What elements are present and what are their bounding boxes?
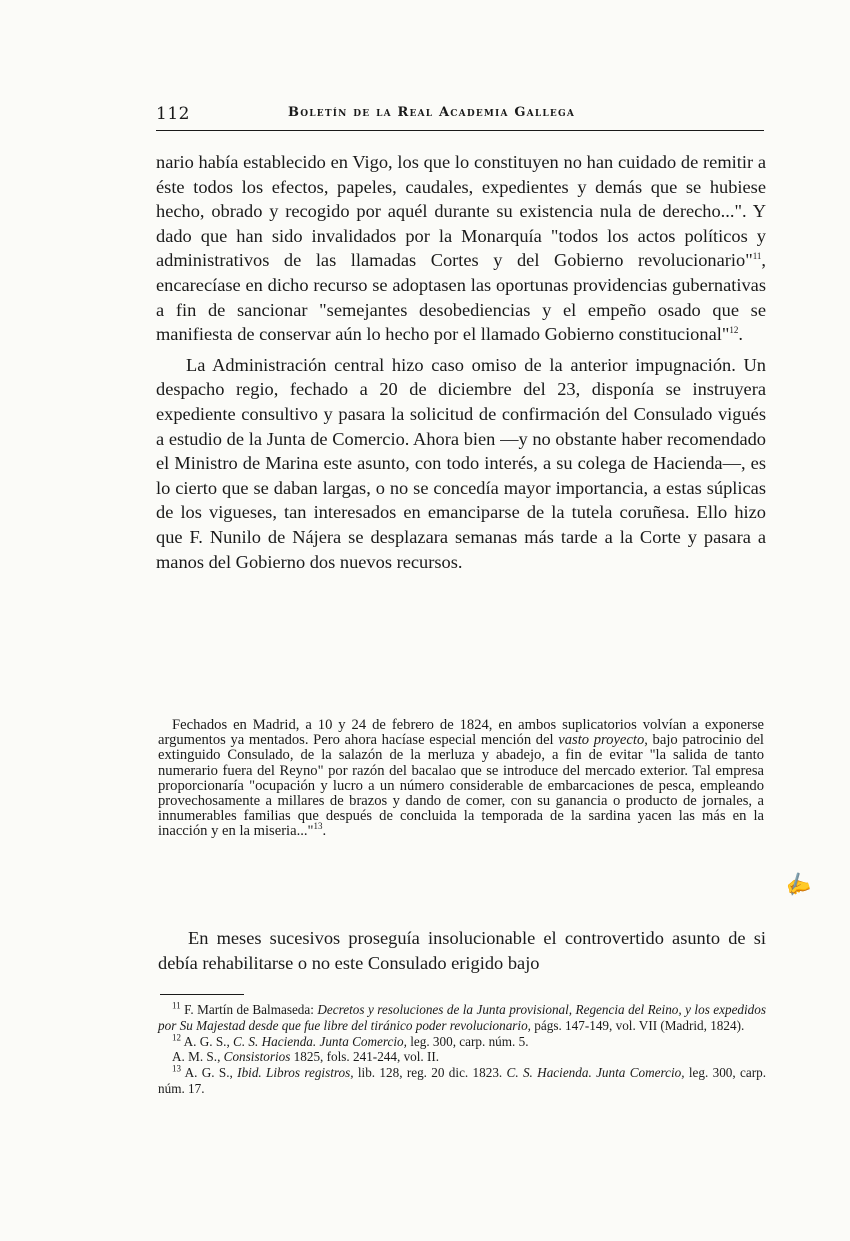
footnote-rule: [160, 994, 244, 995]
footnote-text: A. G. S.,: [183, 1033, 234, 1049]
footnote-text-cont: 1825, fols. 241-244, vol. II.: [290, 1049, 440, 1065]
footnote-text: F. Martín de Balmaseda:: [184, 1002, 318, 1017]
footnote-text-cont: págs. 147-149, vol. VII (Madrid, 1824).: [530, 1017, 745, 1033]
margin-mark-icon: ✍: [781, 868, 814, 900]
quote-italic: vasto proyecto: [558, 732, 645, 749]
footnote-text-cont: lib. 128, reg. 20 dic. 1823.: [353, 1065, 507, 1081]
footnote-text-end: leg. 300, carp. núm. 17.: [158, 1065, 766, 1096]
paragraph-1-text: nario había establecido en Vigo, los que lo constituyen no han cuidado de remitir a éste todos los efectos, papeles, caudales, expedientes y demás que se hubiese hecho, obrado y recogido por aquél durante su existencia nula de derecho...". Y dado que han sido invalidados por la Monarquía "todos los actos políticos y administrativos de las llamadas Cortes y del Gobierno revolucionario": [156, 152, 766, 271]
footnote-italic: C. S. Hacienda. Junta Comercio,: [233, 1033, 407, 1049]
footnote-12: [158, 1034, 766, 1050]
footnote-12b: [158, 1049, 766, 1065]
quote-end: .: [322, 823, 327, 840]
footnote-text-cont: leg. 300, carp. núm. 5.: [406, 1033, 529, 1049]
quote-text: Fechados en Madrid, a 10 y 24 de febrero de 1824, en ambos suplicatorios volvían a exponerse argumentos ya mentados. Pero ahora hacíase especial mención del: [158, 717, 764, 749]
paragraph-2: La Administración central hizo caso omiso de la anterior impugnación. Un despacho regio, fechado a 20 de diciembre del 23, disponía se instruyera expediente consultivo y pasara la solicitud de confirmación del Consulado vigués a estudio de la Junta de Comercio. Ahora bien —y no obstante haber recomendado el Ministro de Marina este asunto, con todo interés, a su colega de Hacienda—, es lo cierto que se daban largas, o no se concedía mayor importancia, a estas súplicas de los vigueses, tan interesados en emanciparse de la tutela coruñesa. Ello hizo que F. Nunilo de Nájera se desplazara semanas más tarde a la Corte y pasara a manos del Gobierno dos nuevos recursos.: [156, 354, 766, 572]
footnote-13: [158, 1065, 766, 1097]
running-head: Boletín de la Real Academia Gallega: [288, 105, 576, 120]
footnote-number: 12: [172, 1032, 181, 1043]
footnote-number: 11: [172, 1000, 181, 1011]
footnote-italic: Ibid. Libros registros,: [237, 1065, 354, 1081]
page-number: 112: [156, 104, 190, 124]
footnote-italic: Consistorios: [223, 1049, 291, 1065]
quote-text-cont: , bajo patrocinio del extinguido Consulado, de la salazón de la merluza y abadejo, a fin de evitar "la salida de tanto numerario fuera del Reyno" por razón del bacalao que se introduce del mercado exterior. Tal empresa proporcionaría "ocupación y lucro a un número considerable de embarcaciones de pesca, empleando provechosamente a millares de brazos y dando de comer, con su ganancia o producto de jornales, a innumerables familias que después de concluida la temporada de la sardina yacen las más en la inacción y en la miseria...": [158, 732, 764, 840]
paragraph-3: En meses sucesivos proseguía insolucionable el controvertido asunto de si debía rehabilitarse o no este Consulado erigido bajo: [158, 928, 766, 973]
paragraph-1-text-cont: , encarecíase en dicho recurso se adoptasen las oportunas providencias gubernativas a fin de sancionar "semejantes desobediencias y el empeño osado que se manifiesta de conservar aún lo hecho por el llamado Gobierno constitucional": [156, 250, 766, 345]
footnote-ref-11[interactable]: 11: [752, 251, 762, 262]
footnote-ref-13[interactable]: 13: [313, 821, 323, 832]
footnote-italic: Decretos y resoluciones de la Junta provisional, Regencia del Reino, y los expedidos por Su Majestad desde que fue libre del tiránico poder revolucionario,: [158, 1002, 767, 1033]
footnote-number: 13: [172, 1063, 181, 1074]
footnote-text: A. G. S.,: [184, 1065, 238, 1081]
footnote-11: [158, 1002, 766, 1034]
footnote-text: A. M. S.,: [172, 1049, 224, 1065]
paragraph-1: [156, 150, 766, 347]
block-quote: [158, 718, 764, 840]
paragraph-1-end: .: [738, 324, 743, 345]
footnote-ref-12[interactable]: 12: [729, 325, 739, 336]
header-rule: [156, 130, 764, 131]
body-text: [156, 150, 766, 574]
footnotes: [158, 1002, 766, 1097]
footnote-italic-2: C. S. Hacienda. Junta Comercio,: [506, 1065, 685, 1081]
